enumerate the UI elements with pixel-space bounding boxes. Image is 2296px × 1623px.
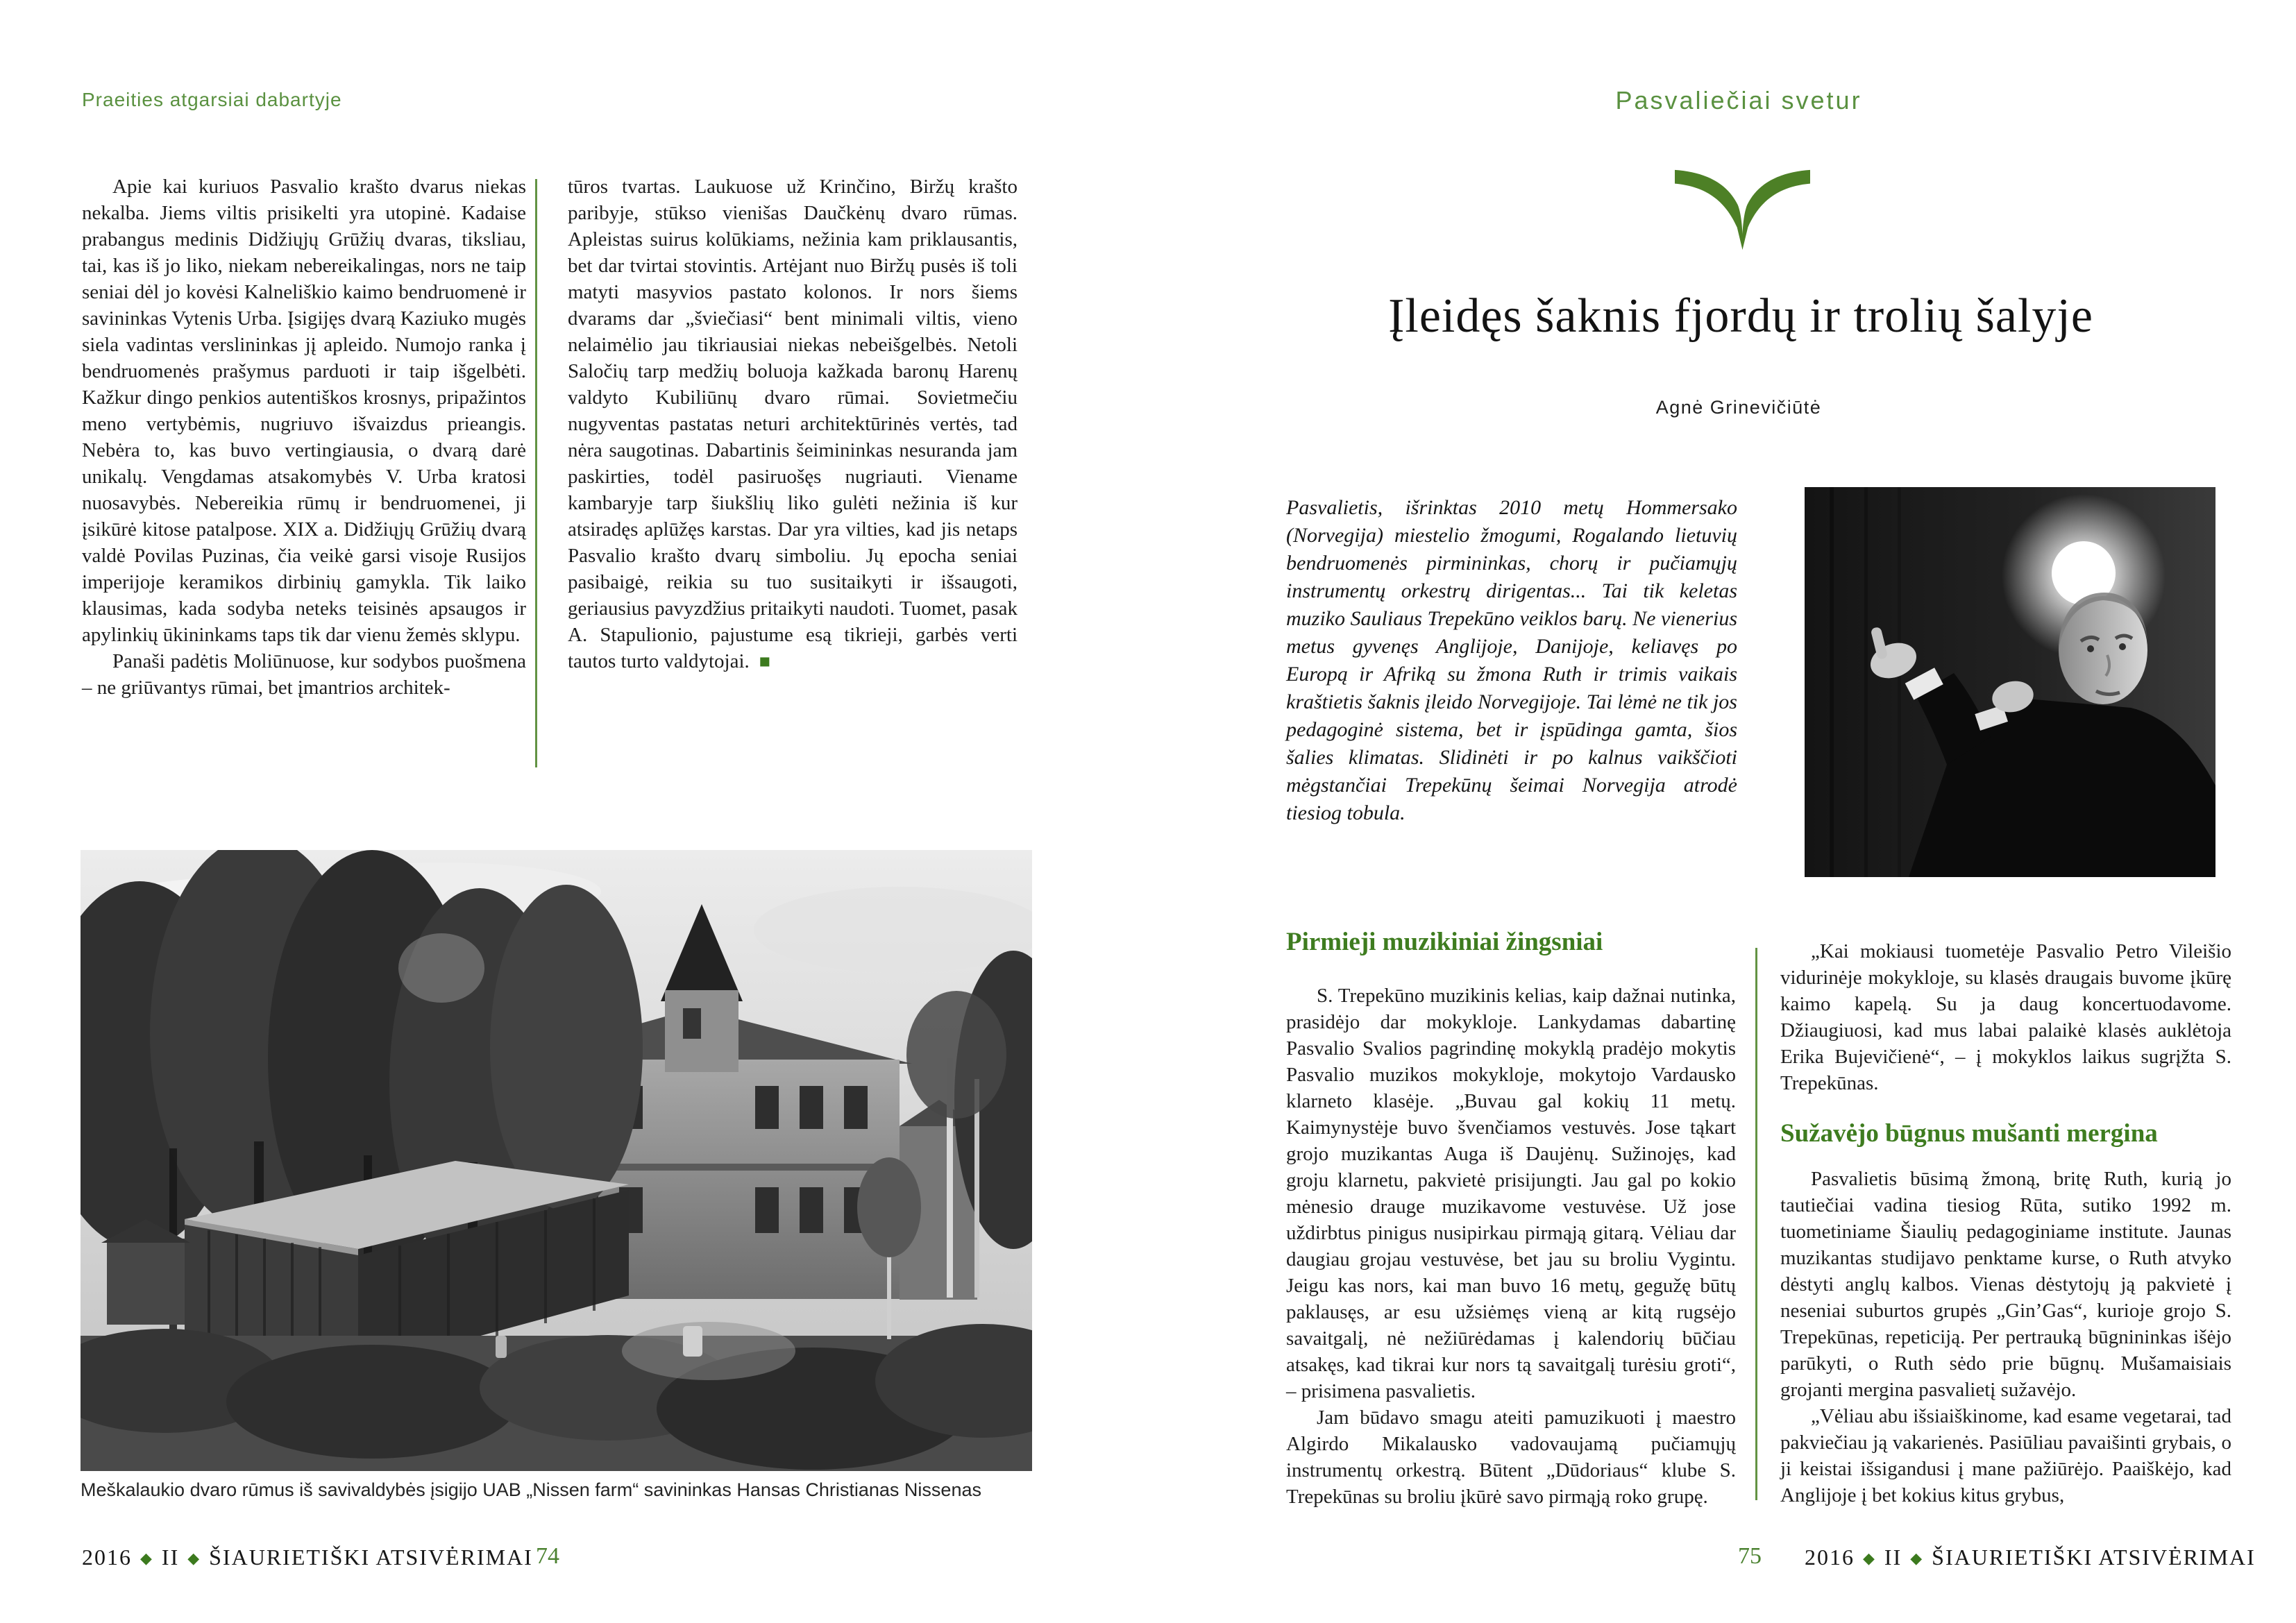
article-title: Įleidęs šaknis fjordų ir trolių šalyje xyxy=(1388,289,2093,343)
footer-issue: II xyxy=(161,1545,180,1570)
footer-journal: ŠIAURIETIŠKI ATSIVĖRIMAI xyxy=(1932,1545,2256,1570)
paragraph: Panaši padėtis Moliūnuose, kur sodybos puošmena – ne griūvantys rūmai, bet įmantrios architek- xyxy=(82,650,526,699)
footer-right xyxy=(1805,1545,2256,1570)
photo-caption: Meškalaukio dvaro rūmus iš savivaldybės įsigijo UAB „Nissen farm“ savininkas Hansas Christianas Nissenas xyxy=(81,1479,981,1500)
footer-year: 2016 xyxy=(82,1545,132,1570)
portrait-photo-illustration xyxy=(1805,487,2215,877)
column-divider-rule xyxy=(535,179,537,767)
manor-photo-illustration xyxy=(81,850,1032,1471)
left-column-1 xyxy=(82,173,526,701)
paragraph: Jam būdavo smagu ateiti pamuzikuoti į maestro Algirdo Mikalausko vadovaujamą pučiamųjų instrumentų orkestrą. Būtent „Dūdoriaus“ klube S. Trepekūnas su broliu įkūrė savo pirmąją roko grupę. xyxy=(1286,1407,1736,1508)
paragraph: Pasvalietis būsimą žmoną, britę Ruth, kurią jo tautiečiai vadina tiesiog Rūta, sutiko 1992 m. tuometiniame Šiaulių pedagoginiame institute. Jaunas muzikantas studijavo penktame kurse, o Ruth atvyko dėstyti anglų kalbos. Vienas dėstytojų ją pakvietė į neseniai suburtos grupės „Gin’Gas“, kurioje grojo S. Trepekūnas, repeticiją. Per pertrauką būgnininkas išėjo parūkyti, o Ruth sėdo prie būgnų. Mušamaisiais grojanti mergina pasvalietį sužavėjo. xyxy=(1780,1168,2231,1401)
footer-journal: ŠIAURIETIŠKI ATSIVĖRIMAI xyxy=(209,1545,533,1570)
right-column-2 xyxy=(1780,938,2231,1509)
paragraph: „Vėliau abu išsiaiškinome, kad esame vegetarai, tad pakviečiau ją vakarienės. Pasiūliau pavaišinti grybais, o ji keistai išsigandusi į mane pažiūrėjo. Paaiškėjo, kad Anglijoje į bet kokius kitus grybus, xyxy=(1780,1405,2231,1506)
paragraph: Apie kai kuriuos Pasvalio krašto dvarus niekas nekalba. Jiems viltis prisikelti yra utopinė. Kadaise prabangus medinis Didžiųjų Grūžių dvaras, tiksliau, tai, kas iš jo liko, niekam nebereikalingas, nors ne taip seniai dėl jo kovėsi Kalneliškio kaimo bendruomenė ir savininkas Vytenis Urba. Įsigijęs dvarą Kaziuko mugės siela vadintas verslininkas jį apleido. Numojo ranka į bendruomenės prašymus parduoti ir taip išgelbėti. Kažkur dingo penkios autentiškos krosnys, pripažintos meno vertybėmis, nugriuvo išvaizdus prieangis. Nebėra to, kas buvo vertingiausia, o dvarą darė unikalų. Vengdamas atsakomybės V. Urba kratosi nuosavybės. Nebereikia rūmų ir bendruomenei, ji įsikūrė kitose patalpose. XIX a. Didžiųjų Grūžių dvarą valdė Povilas Puzinas, čia veikė garsi visoje Rusijos imperijoje keramikos dirbinių gamykla. Tik laiko klausimas, kada sodyba neteks teisinės apsaugos ir apylinkių ūkininkams taps tik dar vienu žemės sklypu. xyxy=(82,176,526,646)
bird-v-ornament-icon xyxy=(1675,167,1810,251)
paragraph: S. Trepekūno muzikinis kelias, kaip dažnai nutinka, prasidėjo dar mokykloje. Lankydamas dabartinę Pasvalio Svalios pagrindinę mokyklą pradėjo mokytis Pasvalio muzikos mokykloje, mokytojo Vardausko klarneto klasėje. „Buvau gal kokių 11 metų. Kaimynystėje buvo švenčiamos vestuvės. Jose tąkart grojo muzikantas Auga iš Daujėnų. Sužinojęs, kad groju klarnetu, pakvietė prisijungti. Jau gal po kokio mėnesio drauge muzikavome vestuvėse. Už jose uždirbtus pinigus nusipirkau pirmąją gitarą. Vėliau dar daugiau grojau vestuvėse, bet jau su broliu Vygintu. Jeigu kas nors, kai man buvo 16 metų, gegužę būtų paklausęs, ar esu užsiėmęs vieną ar kitą rugsėjo savaitgalį, nė nežiūrėdamas į kalendorių būčiau atsakęs, kad tikrai kur nors tą savaitgalį turėsiu groti“, – prisimena pasvalietis. xyxy=(1286,985,1736,1402)
footer-issue: II xyxy=(1884,1545,1902,1570)
right-column-1 xyxy=(1286,927,1736,1510)
paragraph xyxy=(568,173,1018,674)
page-number-right: 75 xyxy=(1738,1543,1762,1569)
diamond-separator-icon: ◆ xyxy=(1910,1549,1924,1567)
diamond-separator-icon: ◆ xyxy=(140,1549,153,1567)
section-heading: Pirmieji muzikiniai žingsniai xyxy=(1286,928,1603,956)
author-byline: Agnė Grinevičiūtė xyxy=(1655,397,1822,418)
diamond-separator-icon: ◆ xyxy=(1863,1549,1876,1567)
manor-photo xyxy=(81,850,1032,1471)
end-mark-icon: ■ xyxy=(759,651,771,672)
diamond-separator-icon: ◆ xyxy=(187,1549,201,1567)
paragraph: „Kai mokiausi tuometėje Pasvalio Petro Vileišio vidurinėje mokykloje, su klasės draugais buvome įkūrę kaimo kapelą. Su ja daug koncertuodavome. Džiaugiuosi, kad mus labai palaikė klasės auklėtoja Erika Bujevičienė“, – į mokyklos laikus sugrįžta S. Trepekūnas. xyxy=(1780,940,2231,1094)
portrait-photo xyxy=(1805,487,2215,877)
section-heading: Sužavėjo būgnus mušanti mergina xyxy=(1780,1119,2158,1148)
section-kicker-right: Pasvaliečiai svetur xyxy=(1615,86,1862,114)
footer-year: 2016 xyxy=(1805,1545,1855,1570)
footer-left xyxy=(82,1545,533,1570)
left-column-2 xyxy=(568,173,1018,674)
page-number-left: 74 xyxy=(536,1543,559,1569)
lead-paragraph: Pasvalietis, išrinktas 2010 metų Hommersako (Norvegija) miestelio žmogumi, Rogalando lietuvių bendruomenės pirmininkas, chorų ir pučiamųjų instrumentų orkestrų dirigentas... Tai tik keletas muziko Sauliaus Trepekūno veiklos barų. Ne vienerius metus gyvenęs Anglijoje, Danijoje, keliavęs po Europą ir Afriką su žmona Ruth ir trimis vaikais kraštietis šaknis įleido Norvegijoje. Tai lėmė ne tik jos pedagoginė sistema, bet ir įspūdinga gamta, šios šalies klimatas. Slidinėti ir po kalnus vaikščioti mėgstančiai Trepekūnų šeimai Norvegija atrodė tiesiog tobula. xyxy=(1286,496,1737,824)
paragraph-text: tūros tvartas. Laukuose už Krinčino, Biržų krašto paribyje, stūkso vienišas Daučkėnų dvaro rūmas. Apleistas suirus kolūkiams, nežinia kam priklausantis, bet dar tvirtai stovintis. Artėjant nuo Biržų pusės iš toli matyti masyvios pastato kolonos. Ir nors šiems dvarams dar „šviečiasi“ bent minimali viltis, vieno nelaimėlio jau tikriausiai niekas nebeišgelbės. Netoli Saločių tarp medžių boluoja kažkada baronų Harenų valdyto Kubiliūnų dvaro rūmai. Sovietmečiu nugyventas pastatas neturi architektūrinės vertės, tad nėra saugotinas. Dabartinis šeimininkas nesuranda jam paskirties, todėl pasiruošęs nugriauti. Viename kambaryje tarp šiukšlių liko gulėti nežinia iš kur atsiradęs aplūžęs karstas. Dar yra vilties, kad jis netaps Pasvalio krašto dvarų simboliu. Jų epocha seniai pasibaigė, reikia su tuo susitaikyti ir išsaugoti, geriausius pavyzdžius pritaikyti naudoti. Tuomet, pasak A. Stapulionio, pajustume esą tikrieji, garbės verti tautos turto valdytojai. xyxy=(568,176,1018,672)
column-divider-rule xyxy=(1755,948,1757,1500)
section-kicker-left: Praeities atgarsiai dabartyje xyxy=(82,89,342,110)
